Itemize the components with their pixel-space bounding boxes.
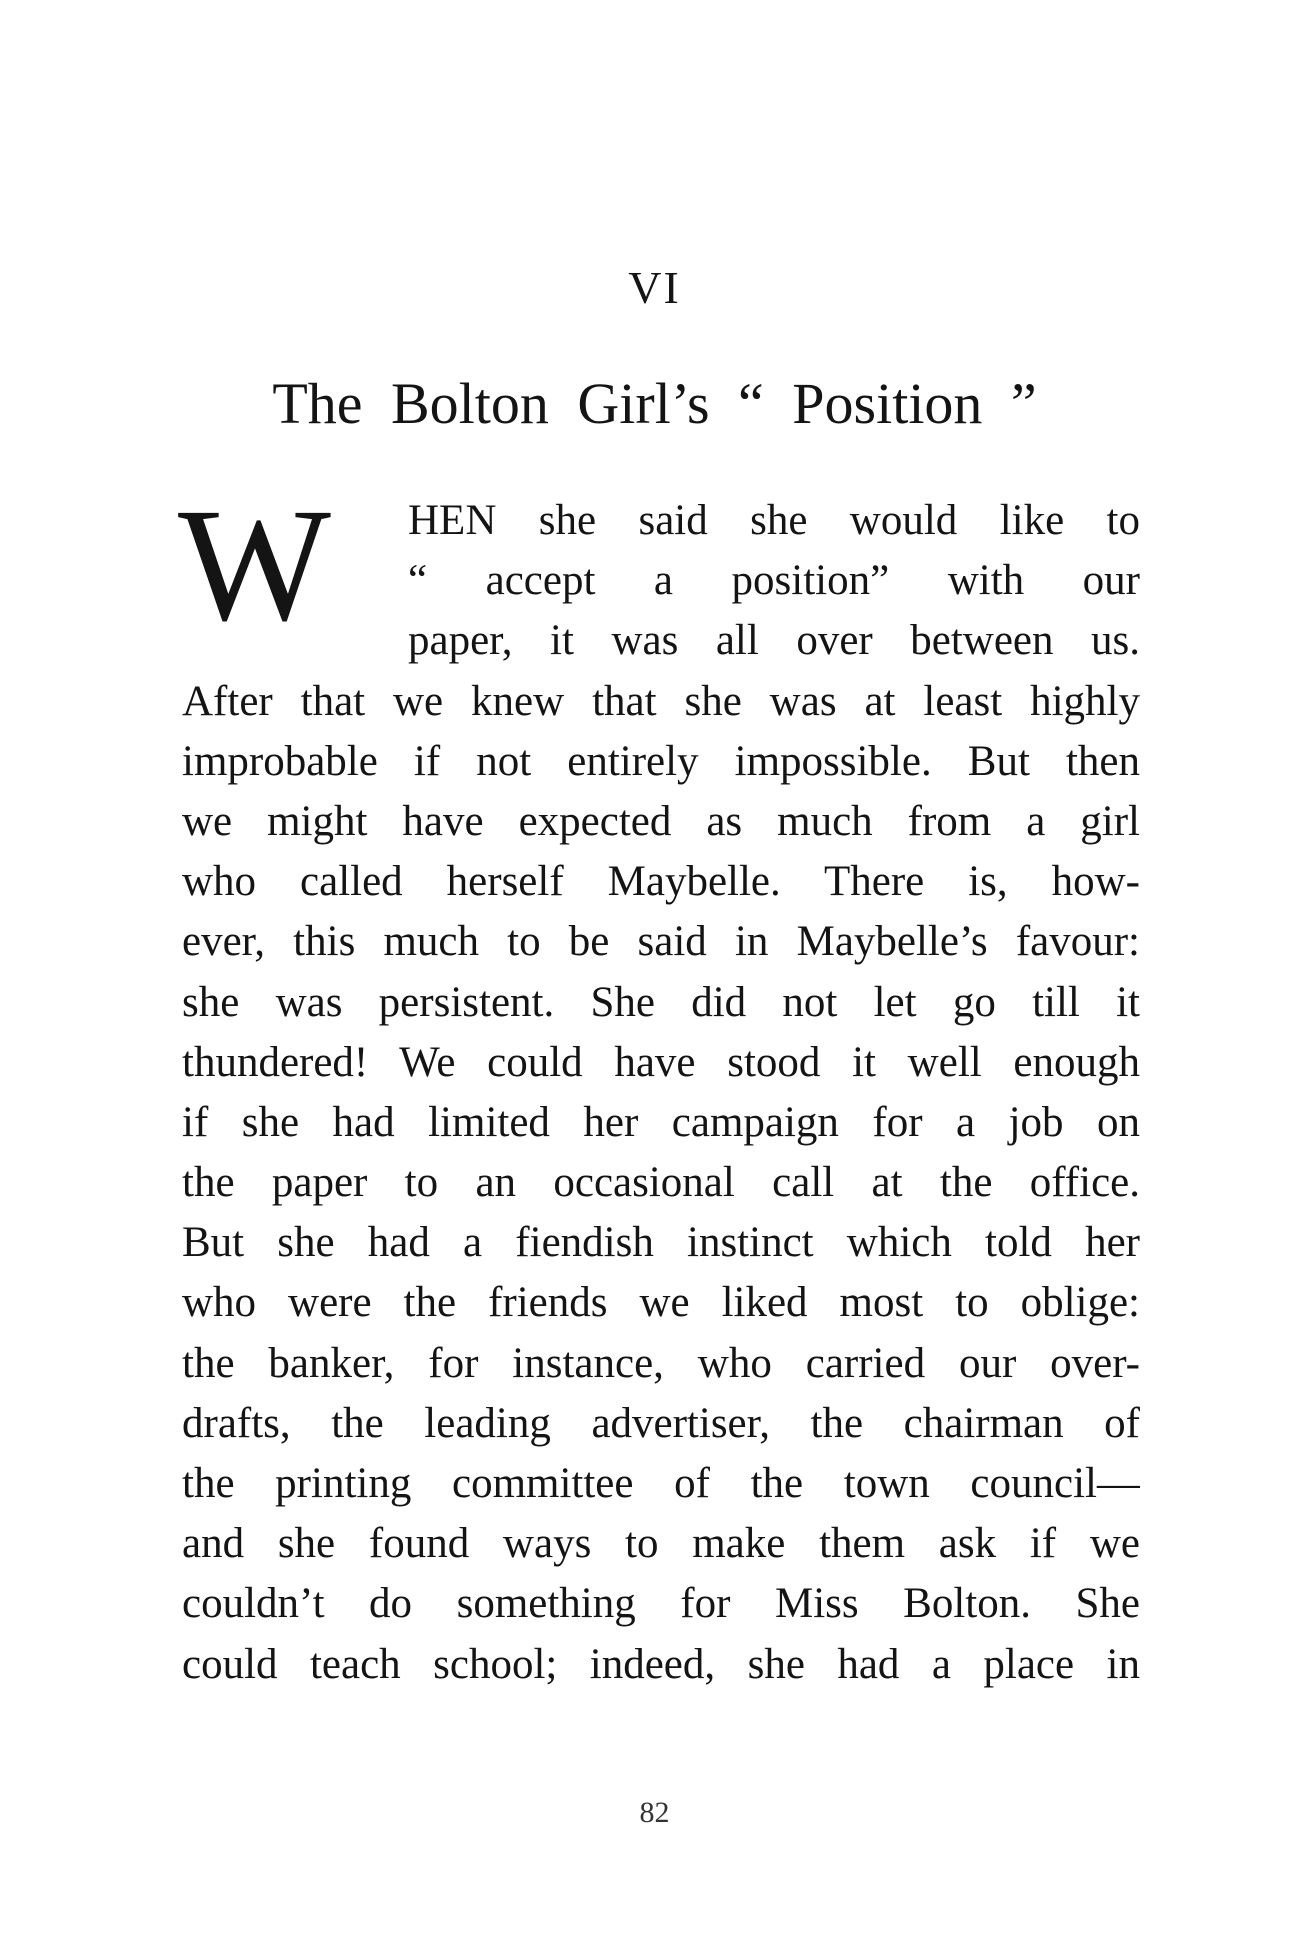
text-line: and she found ways to make them ask if we <box>182 1520 1140 1568</box>
page-number: 82 <box>639 1796 670 1829</box>
text-line: couldn’t do something for Miss Bolton. She <box>182 1580 1140 1628</box>
text-line: ever, this much to be said in Maybelle’s favour: <box>182 918 1140 966</box>
text-line: we might have expected as much from a girl <box>182 797 1140 845</box>
text-line: who were the friends we liked most to oblige: <box>182 1279 1140 1327</box>
text-line: paper, it was all over between us. <box>408 617 1140 665</box>
text-line: After that we knew that she was at least highly <box>182 677 1140 725</box>
text-line: improbable if not entirely impossible. But then <box>182 737 1140 785</box>
chapter-title: The Bolton Girl’s “ Position ” <box>272 371 1037 436</box>
text-line: if she had limited her campaign for a job on <box>182 1098 1140 1146</box>
text-line: who called herself Maybelle. There is, how- <box>182 858 1140 906</box>
text-line: thundered! We could have stood it well enough <box>182 1038 1140 1086</box>
text-line: drafts, the leading advertiser, the chairman of <box>182 1399 1140 1447</box>
text-line: the printing committee of the town council— <box>182 1460 1140 1507</box>
text-line: the banker, for instance, who carried our over- <box>182 1339 1140 1387</box>
text-line: HEN she said she would like to <box>408 497 1140 544</box>
text-line: the paper to an occasional call at the office. <box>182 1159 1140 1207</box>
text-line: But she had a fiendish instinct which told her <box>182 1219 1140 1267</box>
text-line: “ accept a position” with our <box>408 557 1140 605</box>
drop-cap: W <box>178 476 331 655</box>
text-line: she was persistent. She did not let go till it <box>182 978 1140 1026</box>
text-line: could teach school; indeed, she had a place in <box>182 1640 1140 1688</box>
body-text <box>178 476 1140 1695</box>
chapter-number: VI <box>628 262 681 313</box>
